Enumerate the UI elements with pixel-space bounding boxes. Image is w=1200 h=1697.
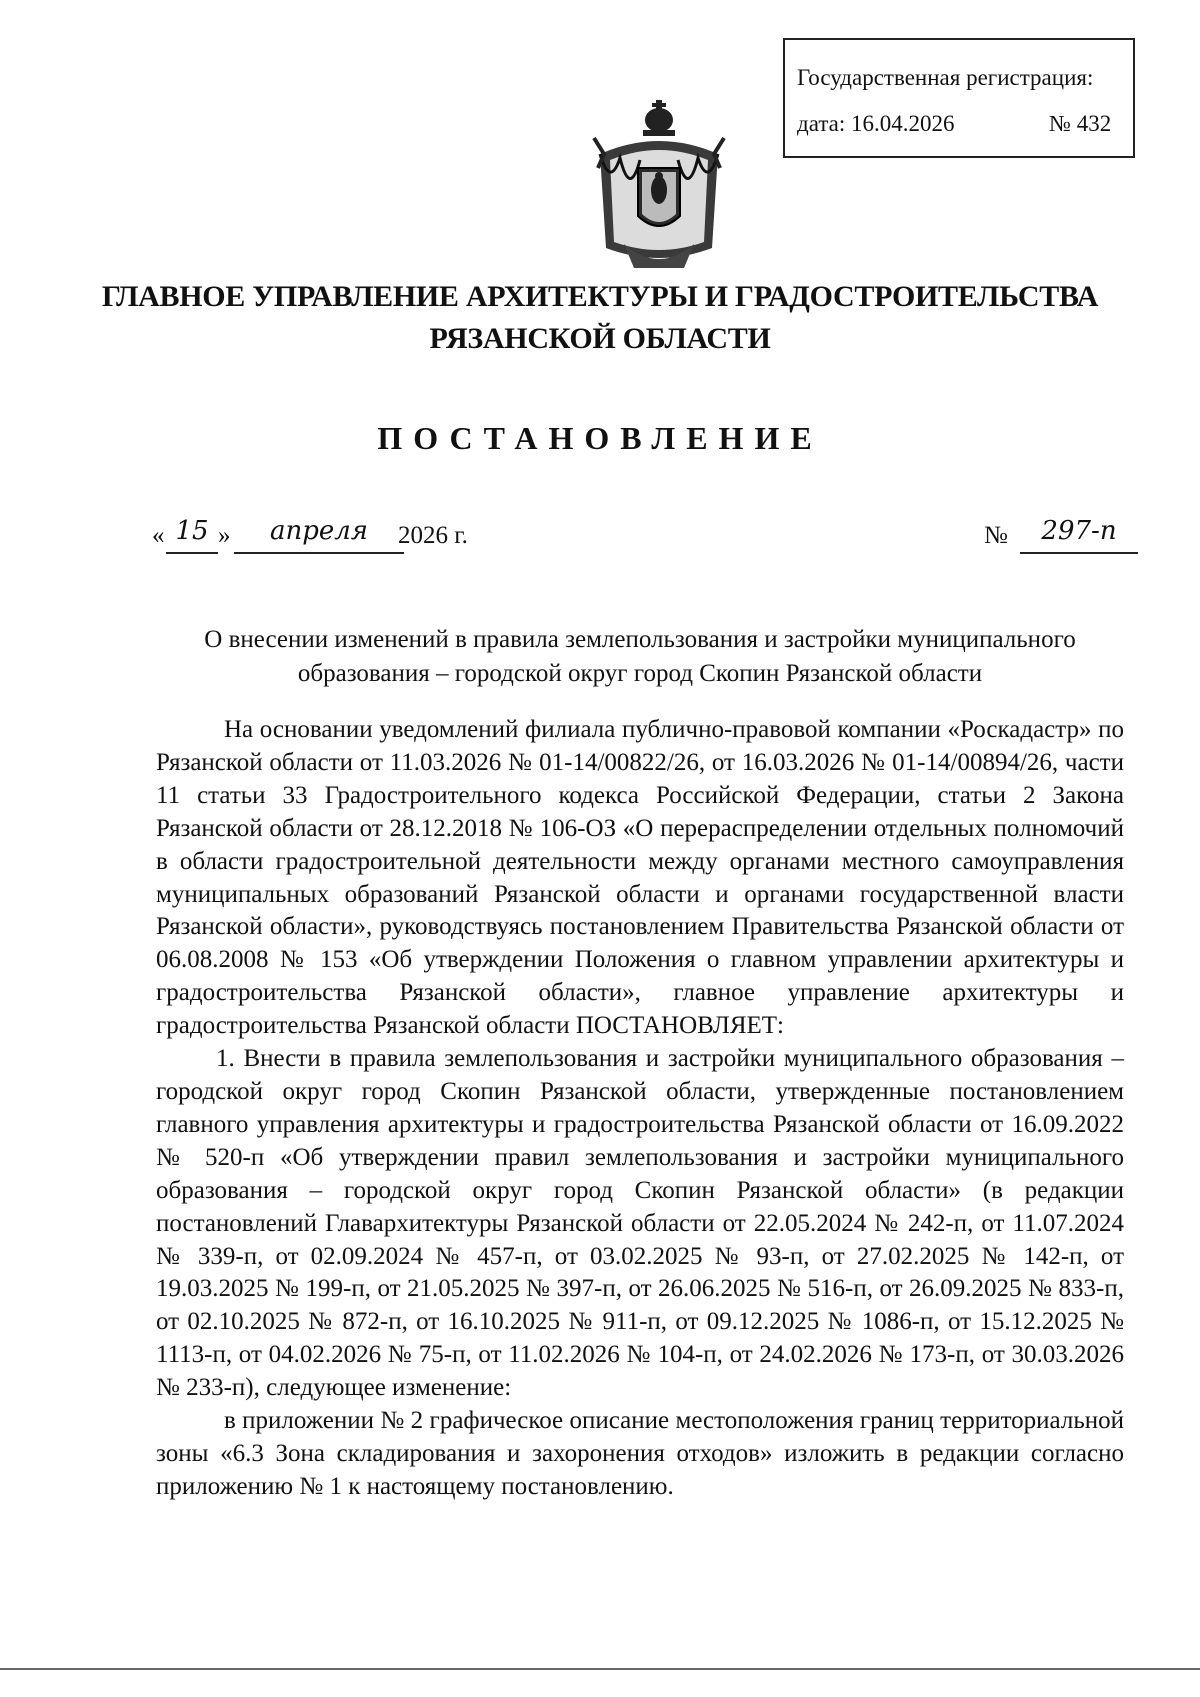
document-body	[156, 714, 1124, 1504]
subject-line2: образования – городской округ город Скопин Рязанской области	[297, 660, 983, 687]
date-year: 2026 г.	[398, 522, 468, 549]
date-number-row	[152, 516, 1132, 558]
subject-line1: О внесении изменений в правила землепользования и застройки муниципального	[204, 626, 1076, 653]
document-number-field	[1020, 516, 1138, 554]
preamble-paragraph: На основании уведомлений филиала публично-правовой компании «Роскадастр» по Рязанской области от 11.03.2026 № 01-14/00822/26, от 16.03.2026 № 01-14/00894/26, части 11 статьи 33 Градостроительного кодекса Российской Федерации, статьи 2 Закона Рязанской области от 28.12.2018 № 106-ОЗ «О перераспределении отдельных полномочий в области градостроительной деятельности между органами местного самоуправления муниципальных образований Рязанской области и органами государственной власти Рязанской области», руководствуясь постановлением Правительства Рязанской области от 06.08.2008 № 153 «Об утверждении Положения о главном управлении архитектуры и градостроительства Рязанской области», главное управление архитектуры и градостроительства Рязанской области ПОСТАНОВЛЯЕТ:	[156, 716, 1124, 1040]
registration-stamp	[783, 38, 1135, 158]
date-day-handwritten: 15	[175, 516, 209, 546]
document-subject	[140, 623, 1140, 691]
item-1-paragraph: 1. Внести в правила землепользования и застройки муниципального образования – городской округ город Скопин Рязанской области, утвержденные постановлением главного управления архитектуры и градостроительства Рязанской области от 16.09.2022 № 520-п «Об утверждении правил землепользования и застройки муниципального образования – городской округ город Скопин Рязанской области» (в редакции постановлений Главархитектуры Рязанской области от 22.05.2024 № 242-п, от 11.07.2024 № 339-п, от 02.09.2024 № 457-п, от 03.02.2025 № 93-п, от 27.02.2025 № 142-п, от 19.03.2025 № 199-п, от 21.05.2025 № 397-п, от 26.06.2025 № 516-п, от 26.09.2025 № 833-п, от 02.10.2025 № 872-п, от 16.10.2025 № 911-п, от 09.12.2025 № 1086-п, от 15.12.2025 № 1113-п, от 04.02.2026 № 75-п, от 11.02.2026 № 104-п, от 24.02.2026 № 173-п, от 30.03.2026 № 233-п), следующее изменение:	[156, 1045, 1124, 1402]
document-type-heading: ПОСТАНОВЛЕНИЕ	[377, 420, 823, 456]
date-month-field	[234, 516, 404, 554]
organization-title-line1: ГЛАВНОЕ УПРАВЛЕНИЕ АРХИТЕКТУРЫ И ГРАДОСТРОИТЕЛЬСТВА	[101, 280, 1099, 313]
date-day-field	[166, 516, 218, 554]
registration-title: Государственная регистрация:	[797, 65, 1094, 90]
registration-date: дата: 16.04.2026	[797, 111, 955, 136]
document-number-handwritten: 297-п	[1041, 516, 1117, 546]
registration-number: № 432	[1049, 111, 1112, 136]
date-open-quote: «	[152, 522, 165, 549]
date-month-handwritten: апреля	[269, 516, 369, 546]
page-bottom-edge	[0, 1668, 1200, 1670]
number-sign: №	[984, 522, 1008, 549]
organization-title	[60, 276, 1140, 360]
date-close-quote: »	[218, 522, 231, 549]
registration-date-row	[797, 110, 1127, 138]
coat-of-arms-emblem	[580, 98, 738, 274]
organization-title-line2: РЯЗАНСКОЙ ОБЛАСТИ	[429, 322, 771, 355]
item-1-detail-paragraph: в приложении № 2 графическое описание местоположения границ территориальной зоны «6.3 Зона складирования и захоронения отходов» изложить в редакции согласно приложению № 1 к настоящему постановлению.	[156, 1407, 1124, 1500]
